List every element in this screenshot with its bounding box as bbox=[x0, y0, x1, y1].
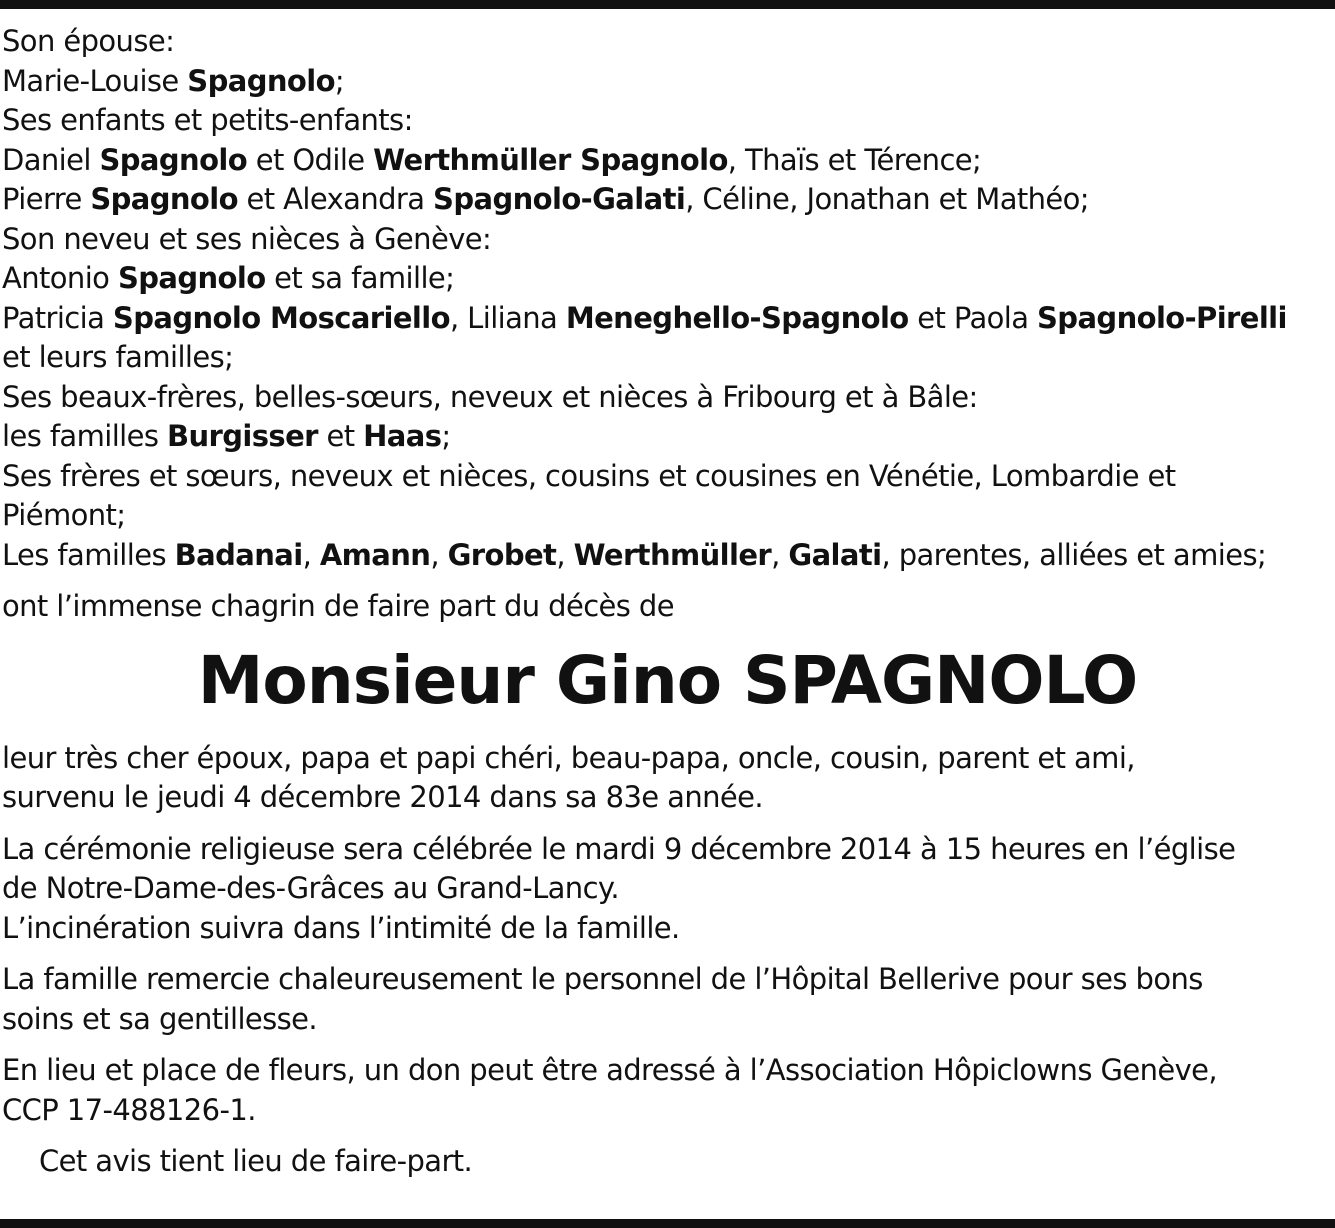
children-line-daniel: Daniel Spagnolo et Odile Werthmüller Spagnolo, Thaïs et Térence; bbox=[2, 142, 982, 177]
closing-line: Cet avis tient lieu de faire-part. bbox=[39, 1144, 473, 1178]
obituary-notice bbox=[2, 22, 1333, 1182]
siblings-line: Ses frères et sœurs, neveux et nièces, cousins et cousines en Vénétie, Lombardie et bbox=[2, 458, 1176, 493]
nephews-heading: Son neveu et ses nièces à Genève: bbox=[2, 221, 492, 256]
spouse-heading: Son épouse: bbox=[2, 24, 175, 58]
nephew-line-families: et leurs familles; bbox=[2, 340, 234, 374]
deceased-name-heading: Monsieur Gino SPAGNOLO bbox=[197, 641, 1138, 719]
top-rule bbox=[0, 0, 1335, 9]
announcement-line: ont l’immense chagrin de faire part du décès de bbox=[2, 589, 674, 623]
nephew-line-antonio: Antonio Spagnolo et sa famille; bbox=[2, 261, 455, 295]
families-line: Les familles Badanai, Amann, Grobet, Werthmüller, Galati, parentes, alliées et amies; bbox=[2, 537, 1267, 572]
bottom-rule bbox=[0, 1219, 1335, 1228]
donation-account-line: CCP 17-488126-1. bbox=[2, 1092, 256, 1127]
ceremony-line: La cérémonie religieuse sera célébrée le mardi 9 décembre 2014 à 15 heures en l’église bbox=[2, 831, 1236, 866]
ceremony-location-line: de Notre-Dame-des-Grâces au Grand-Lancy. bbox=[2, 871, 619, 905]
inlaws-line: les familles Burgisser et Haas; bbox=[2, 419, 451, 453]
children-line-pierre: Pierre Spagnolo et Alexandra Spagnolo-Galati, Céline, Jonathan et Mathéo; bbox=[2, 182, 1089, 216]
inlaws-heading: Ses beaux-frères, belles-sœurs, neveux et nièces à Fribourg et à Bâle: bbox=[2, 379, 978, 414]
siblings-line-continued: Piémont; bbox=[2, 498, 126, 532]
children-heading: Ses enfants et petits-enfants: bbox=[2, 103, 413, 137]
spouse-line: Marie-Louise Spagnolo; bbox=[2, 63, 345, 98]
thanks-line-continued: soins et sa gentillesse. bbox=[2, 1001, 318, 1036]
cremation-line: L’incinération suivra dans l’intimité de la famille. bbox=[2, 910, 680, 945]
donation-line: En lieu et place de fleurs, un don peut être adressé à l’Association Hôpiclowns Genève, bbox=[2, 1053, 1218, 1087]
description-line-continued: survenu le jeudi 4 décembre 2014 dans sa 83e année. bbox=[2, 780, 763, 814]
description-line: leur très cher époux, papa et papi chéri, beau-papa, oncle, cousin, parent et ami, bbox=[2, 740, 1135, 775]
nephew-line-patricia: Patricia Spagnolo Moscariello, Liliana Meneghello-Spagnolo et Paola Spagnolo-Pirelli bbox=[2, 300, 1287, 335]
thanks-line: La famille remercie chaleureusement le personnel de l’Hôpital Bellerive pour ses bons bbox=[2, 962, 1203, 996]
